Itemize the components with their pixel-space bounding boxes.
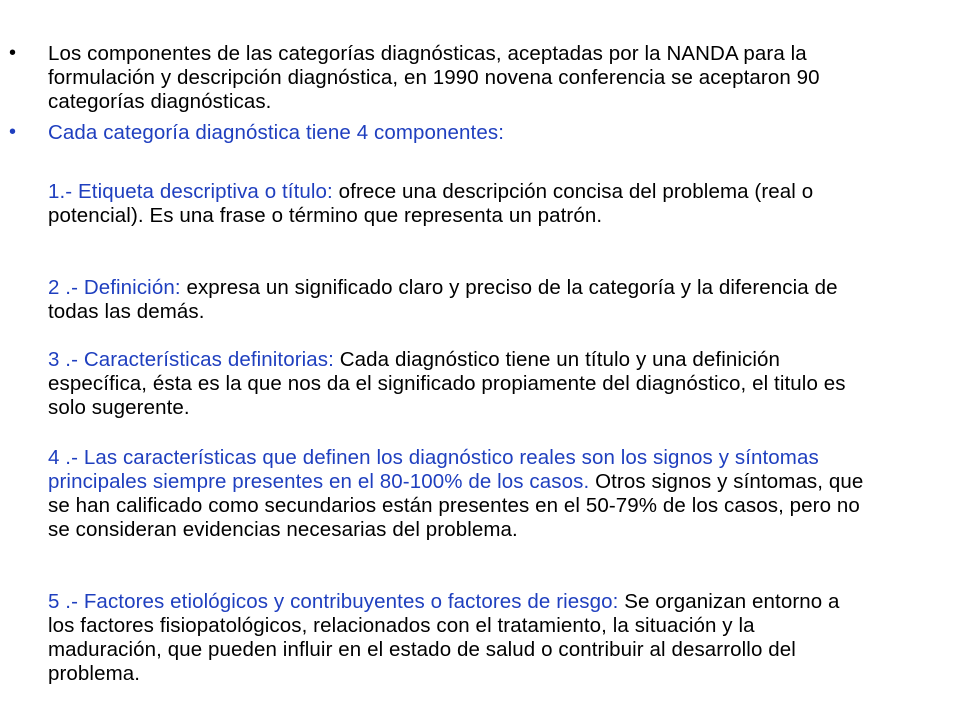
component-1-body: ofrece una descripción concisa del problema (real o potencial). Es una frase o término que representa un patrón. [48,180,814,227]
component-3-label: 3 .- Características definitorias: [48,348,340,371]
bullet-text-components: Cada categoría diagnóstica tiene 4 componentes: [48,121,504,144]
component-2-label: 2 .- Definición: [48,276,187,299]
component-4-label: 4 .- Las características que definen los diagnóstico reales son los signos y síntomas principales siempre presentes en el 80-100% de los casos. [48,446,819,493]
bullet-icon: • [9,121,17,143]
component-5-body: Se organizan entorno a los factores fisiopatológicos, relacionados con el tratamiento, la situación y la maduración, que pueden influir en el estado de salud o contribuir al desarrollo del problema. [48,590,840,685]
component-3-body: Cada diagnóstico tiene un título y una definición específica, ésta es la que nos da el significado propiamente del diagnóstico, el titulo es solo sugerente. [48,348,846,419]
component-4 [48,446,868,542]
component-2-body: expresa un significado claro y preciso de la categoría y la diferencia de todas las demás. [48,276,838,323]
component-1-label: 1.- Etiqueta descriptiva o título: [48,180,339,203]
component-5-label: 5 .- Factores etiológicos y contribuyentes o factores de riesgo: [48,590,625,613]
component-2 [48,276,868,324]
component-4-body: Otros signos y síntomas, que se han calificado como secundarios están presentes en el 50-79% de los casos, pero no se consideran evidencias necesarias del problema. [48,470,864,541]
bullet-icon: • [9,42,17,64]
component-3 [48,348,868,420]
component-5 [48,590,868,686]
component-1 [48,180,868,228]
bullet-text-intro: Los componentes de las categorías diagnósticas, aceptadas por la NANDA para la formulación y descripción diagnóstica, en 1990 novena conferencia se aceptaron 90 categorías diagnósticas. [48,42,820,113]
